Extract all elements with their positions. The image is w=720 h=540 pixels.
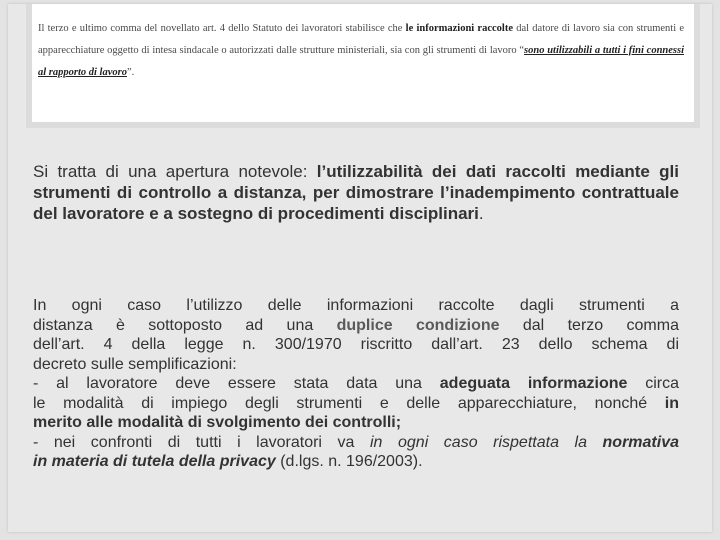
para2-text: (d.lgs. n. 196/2003). <box>275 453 423 470</box>
para2-text: dal terzo comma <box>499 316 679 334</box>
paragraph-usability <box>33 161 679 224</box>
quote-box <box>26 4 700 128</box>
para2-text: decreto sulle semplificazioni: <box>33 355 237 373</box>
para2-line <box>33 335 679 355</box>
para2-line <box>33 413 679 433</box>
para2-line <box>33 433 679 453</box>
para2-bold: adeguata informazione <box>439 375 628 392</box>
quote-text-mid: dal datore di lavoro sia con strumenti e apparecchiature oggetto di intesa sindacale o autorizzati dalle strutture ministeriali, sia con gli strumenti di lavoro “ <box>38 23 685 56</box>
para1-bold: l’utilizzabilità dei dati raccolti mediante gli strumenti di controllo a distanza, per dimostrare l’inadempimento contrattuale del lavoratore e a sostegno di procedimenti disciplinari <box>33 162 679 223</box>
para2-text: - nei confronti di tutti i lavoratori va <box>33 433 370 451</box>
para1-post: . <box>478 204 484 223</box>
quote-text-emphasis: sono utilizzabili a tutti i fini connessi al rapporto di lavoro <box>38 45 684 78</box>
para2-text: distanza è sottoposto ad una <box>33 316 337 334</box>
para1-pre: Si tratta di una apertura notevole: <box>33 162 317 181</box>
paragraph-conditions <box>33 296 679 472</box>
para2-line <box>33 296 679 316</box>
para2-text: - al lavoratore deve essere stata data una <box>33 375 440 392</box>
para2-text: le modalità di impiego degli strumenti e delle apparecchiature, nonché <box>33 394 665 412</box>
para2-line <box>33 355 679 375</box>
para2-text: circa <box>627 375 680 392</box>
para2-text: dell’art. 4 della legge n. 300/1970 riscritto dall’art. 23 dello schema di <box>33 336 679 353</box>
para2-line <box>33 394 679 414</box>
para2-italic: in ogni caso rispettata la <box>369 433 603 451</box>
quote-text-bold: le informazioni raccolte <box>405 23 513 34</box>
quote-text-post: ”. <box>126 67 135 78</box>
para2-text: In ogni caso l’utilizzo delle informazioni raccolte dagli strumenti a <box>33 297 679 314</box>
quote-text-pre: Il terzo e ultimo comma del novellato art. 4 dello Statuto dei lavoratori stabilisce che <box>38 23 406 34</box>
para2-line <box>33 374 679 394</box>
duplice-condizione-highlight: duplice condizione <box>336 316 500 334</box>
para2-bold: merito alle modalità di svolgimento dei controlli; <box>33 414 402 431</box>
para2-bold-italic: normativa <box>602 433 679 451</box>
para2-line <box>33 452 679 472</box>
para2-bold: in <box>664 394 679 412</box>
para2-bold-italic: in materia di tutela della privacy <box>33 453 276 470</box>
slide <box>8 4 712 532</box>
para2-line <box>33 316 679 336</box>
